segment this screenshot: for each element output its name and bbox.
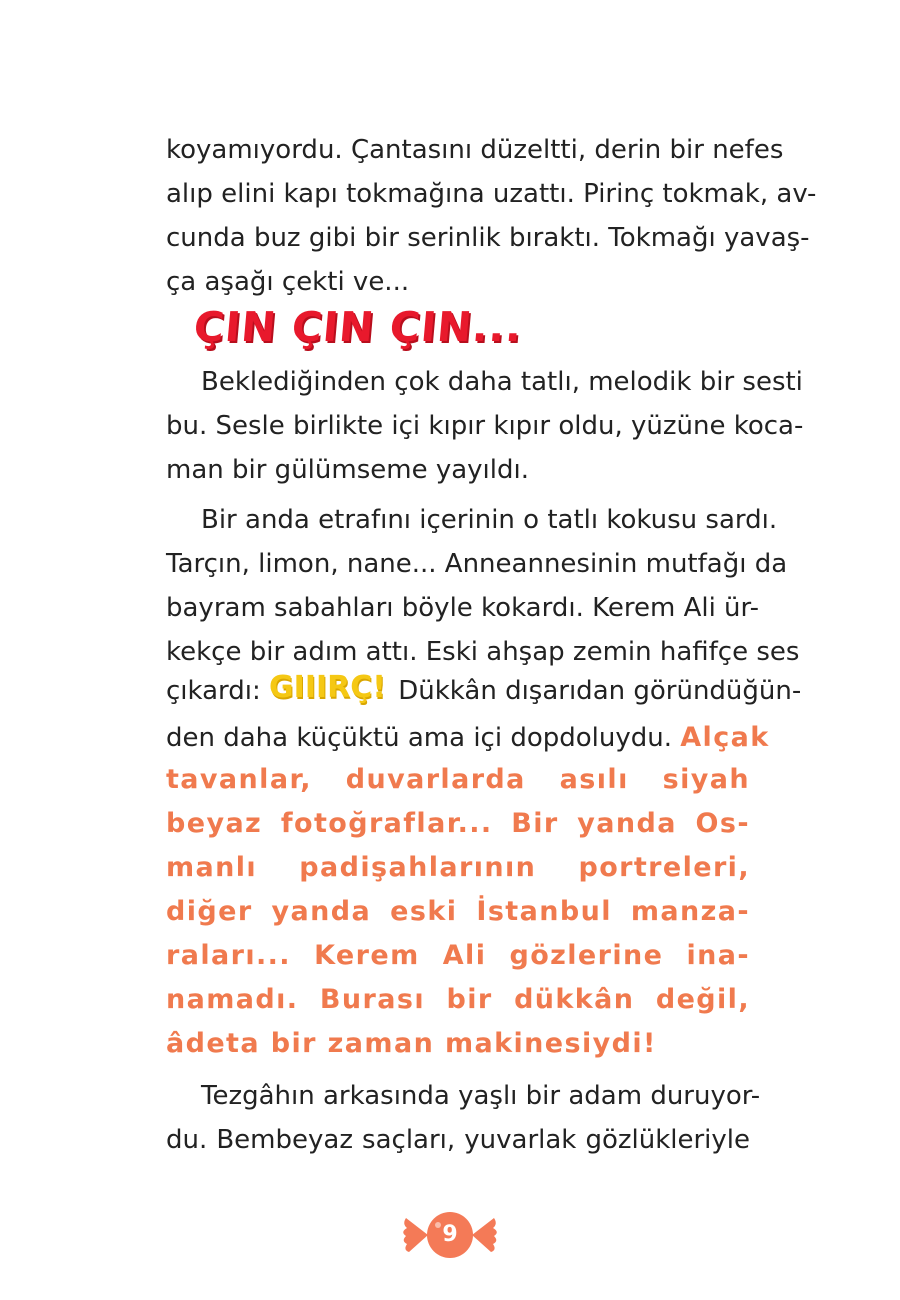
bell-sound-effect: ÇIN ÇIN ÇIN... bbox=[191, 303, 525, 351]
text-line: bu. Sesle birlikte içi kıpır kıpır oldu, yüzüne koca- bbox=[166, 411, 804, 441]
text-line-creak bbox=[166, 668, 802, 712]
text-line: koyamıyordu. Çantasını düzeltti, derin bir nefes bbox=[166, 135, 784, 165]
highlight-line: beyaz fotoğraflar... Bir yanda Os- bbox=[166, 808, 750, 839]
highlight-line: raları... Kerem Ali gözlerine ina- bbox=[166, 940, 750, 971]
highlight-line: namadı. Burası bir dükkân değil, bbox=[166, 984, 750, 1015]
paragraph-first-line: Beklediğinden çok daha tatlı, melodik bir sesti bbox=[201, 367, 803, 397]
text-line: ça aşağı çekti ve... bbox=[166, 267, 410, 297]
text-line: cunda buz gibi bir serinlik bıraktı. Tokmağı yavaş- bbox=[166, 223, 810, 253]
page-number-badge bbox=[400, 1208, 500, 1262]
highlight-line: manlı padişahlarının portreleri, bbox=[166, 852, 750, 883]
text-line: Tarçın, limon, nane... Anneannesinin mutfağı da bbox=[166, 549, 788, 579]
text-fragment: den daha küçüktü ama içi dopdoluydu. bbox=[166, 723, 672, 753]
text-line: alıp elini kapı tokmağına uzattı. Pirinç tokmak, av- bbox=[166, 179, 817, 209]
creak-sound-effect: GIIIRÇ! bbox=[269, 670, 386, 705]
highlight-line: diğer yanda eski İstanbul manza- bbox=[166, 896, 750, 927]
highlight-line: âdeta bir zaman makinesiydi! bbox=[166, 1028, 657, 1059]
text-fragment: çıkardı: bbox=[166, 676, 261, 706]
highlight-line: tavanlar, duvarlarda asılı siyah bbox=[166, 764, 750, 795]
highlight-fragment: Alçak bbox=[680, 722, 770, 753]
text-line: bayram sabahları böyle kokardı. Kerem Ali ür- bbox=[166, 593, 759, 623]
page-number: 9 bbox=[442, 1222, 458, 1247]
text-line-mixed bbox=[166, 716, 770, 760]
paragraph-first-line: Tezgâhın arkasında yaşlı bir adam duruyor- bbox=[201, 1081, 761, 1111]
paragraph-first-line: Bir anda etrafını içerinin o tatlı kokusu sardı. bbox=[201, 505, 778, 535]
text-line: man bir gülümseme yayıldı. bbox=[166, 455, 529, 485]
text-line: kekçe bir adım attı. Eski ahşap zemin hafifçe ses bbox=[166, 637, 800, 667]
text-fragment: Dükkân dışarıdan göründüğün- bbox=[398, 676, 802, 706]
text-line: du. Bembeyaz saçları, yuvarlak gözlükleriyle bbox=[166, 1125, 750, 1155]
